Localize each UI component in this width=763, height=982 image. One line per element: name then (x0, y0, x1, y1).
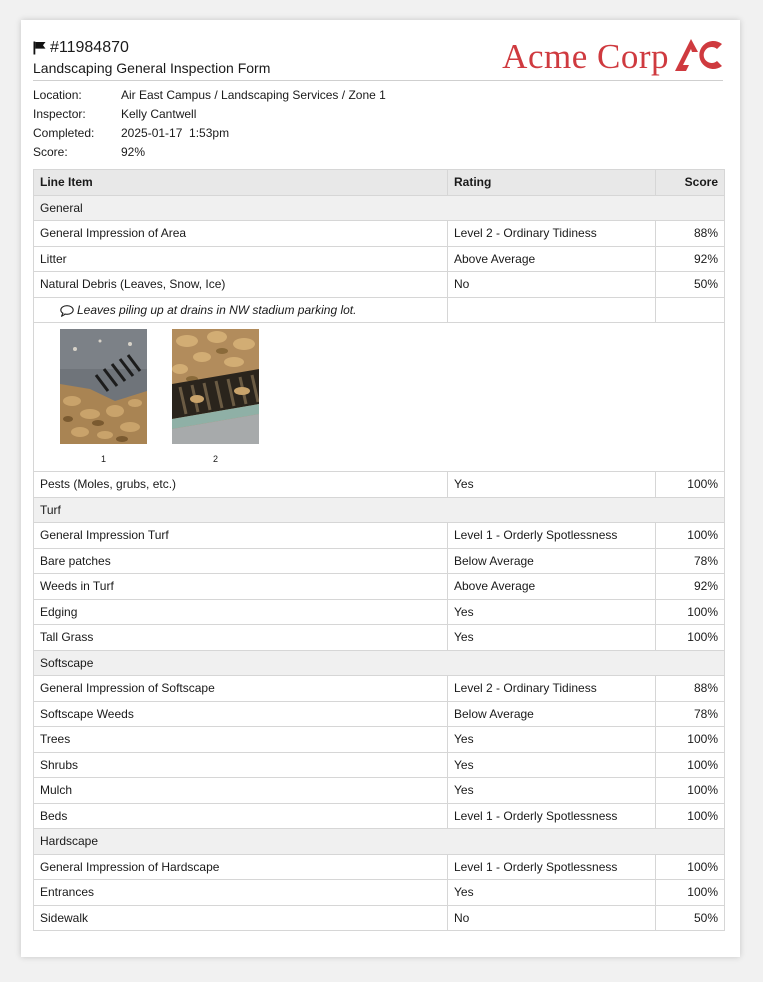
score: 50% (656, 905, 725, 931)
logo-mark-icon (675, 38, 723, 72)
score: 78% (656, 701, 725, 727)
logo-text: Acme Corp (502, 37, 669, 76)
rating: Yes (448, 752, 656, 778)
inspection-table-wrap (33, 169, 724, 931)
table-row (34, 905, 725, 931)
rating: Below Average (448, 548, 656, 574)
table-row (34, 548, 725, 574)
rating: Above Average (448, 246, 656, 272)
table-row (34, 523, 725, 549)
section-row-softscape (34, 650, 725, 676)
score: 100% (656, 854, 725, 880)
line-item: Shrubs (34, 752, 448, 778)
score: 100% (656, 727, 725, 753)
line-item: Trees (34, 727, 448, 753)
table-row (34, 599, 725, 625)
line-item: Tall Grass (34, 625, 448, 651)
table-row (34, 880, 725, 906)
drain-leaves-photo-2 (172, 329, 259, 444)
line-item: Edging (34, 599, 448, 625)
photo-thumbnail-1[interactable] (60, 329, 147, 444)
rating: Level 1 - Orderly Spotlessness (448, 854, 656, 880)
rating: Yes (448, 880, 656, 906)
line-item: General Impression of Hardscape (34, 854, 448, 880)
table-row (34, 752, 725, 778)
line-item: Pests (Moles, grubs, etc.) (34, 472, 448, 498)
completed-value: 2025-01-17 1:53pm (121, 126, 230, 140)
meta-score (33, 143, 386, 162)
report-page (21, 20, 740, 957)
score: 92% (656, 574, 725, 600)
score-label: Score: (33, 145, 68, 159)
rating: Level 2 - Ordinary Tidiness (448, 221, 656, 247)
location-value: Air East Campus / Landscaping Services / Zone 1 (121, 88, 386, 102)
speech-bubble-icon (60, 305, 74, 317)
comment-text: Leaves piling up at drains in NW stadium parking lot. (77, 302, 357, 317)
line-item: Mulch (34, 778, 448, 804)
photos-row (34, 323, 725, 472)
score: 100% (656, 752, 725, 778)
line-item: Litter (34, 246, 448, 272)
table-row (34, 246, 725, 272)
photo-thumbnail-2[interactable] (172, 329, 259, 444)
score-value: 92% (121, 145, 146, 159)
empty-cell (448, 297, 656, 323)
comment-row (34, 297, 725, 323)
report-id-text: #11984870 (50, 39, 129, 56)
rating: No (448, 272, 656, 298)
score: 88% (656, 221, 725, 247)
table-row (34, 854, 725, 880)
score: 88% (656, 676, 725, 702)
line-item: General Impression of Softscape (34, 676, 448, 702)
table-row (34, 272, 725, 298)
score: 50% (656, 272, 725, 298)
rating: Level 1 - Orderly Spotlessness (448, 523, 656, 549)
section-title: Softscape (34, 650, 725, 676)
score: 100% (656, 880, 725, 906)
col-header-score: Score (656, 170, 725, 196)
form-title: Landscaping General Inspection Form (33, 60, 271, 76)
rating: Yes (448, 625, 656, 651)
company-logo (502, 38, 723, 76)
score: 100% (656, 472, 725, 498)
table-header-row (34, 170, 725, 196)
rating: Yes (448, 727, 656, 753)
table-row (34, 472, 725, 498)
table-row (34, 574, 725, 600)
rating: No (448, 905, 656, 931)
section-row-hardscape (34, 829, 725, 855)
location-label: Location: (33, 88, 82, 102)
table-row (34, 803, 725, 829)
rating: Level 2 - Ordinary Tidiness (448, 676, 656, 702)
score: 100% (656, 523, 725, 549)
report-id (33, 38, 129, 58)
col-header-line-item: Line Item (34, 170, 448, 196)
line-item: General Impression of Area (34, 221, 448, 247)
meta-completed (33, 124, 386, 143)
photos-cell (34, 323, 725, 472)
inspector-value: Kelly Cantwell (121, 107, 197, 121)
section-row-turf (34, 497, 725, 523)
meta-inspector (33, 105, 386, 124)
inspection-table (33, 169, 725, 931)
score: 100% (656, 778, 725, 804)
rating: Yes (448, 599, 656, 625)
rating: Level 1 - Orderly Spotlessness (448, 803, 656, 829)
score: 92% (656, 246, 725, 272)
photo-label-2: 2 (212, 454, 218, 464)
line-item: Entrances (34, 880, 448, 906)
drain-leaves-photo-1 (60, 329, 147, 444)
table-row (34, 676, 725, 702)
line-item: General Impression Turf (34, 523, 448, 549)
score: 100% (656, 599, 725, 625)
meta-location (33, 86, 386, 105)
line-item: Bare patches (34, 548, 448, 574)
line-item: Beds (34, 803, 448, 829)
line-item: Softscape Weeds (34, 701, 448, 727)
report-header (33, 38, 723, 81)
table-row (34, 778, 725, 804)
empty-cell (656, 297, 725, 323)
line-item: Natural Debris (Leaves, Snow, Ice) (34, 272, 448, 298)
section-title: Turf (34, 497, 725, 523)
col-header-rating: Rating (448, 170, 656, 196)
section-title: Hardscape (34, 829, 725, 855)
table-row (34, 727, 725, 753)
line-item: Sidewalk (34, 905, 448, 931)
line-item: Weeds in Turf (34, 574, 448, 600)
photo-label-1: 1 (100, 454, 106, 464)
completed-label: Completed: (33, 126, 95, 140)
rating: Yes (448, 778, 656, 804)
rating: Above Average (448, 574, 656, 600)
section-row-general (34, 195, 725, 221)
table-row (34, 625, 725, 651)
inspection-meta (33, 86, 386, 162)
score: 100% (656, 803, 725, 829)
table-row (34, 701, 725, 727)
rating: Below Average (448, 701, 656, 727)
score: 100% (656, 625, 725, 651)
score: 78% (656, 548, 725, 574)
section-title: General (34, 195, 725, 221)
inspector-label: Inspector: (33, 107, 86, 121)
rating: Yes (448, 472, 656, 498)
comment-cell (34, 297, 448, 323)
table-row (34, 221, 725, 247)
flag-icon (33, 41, 46, 55)
